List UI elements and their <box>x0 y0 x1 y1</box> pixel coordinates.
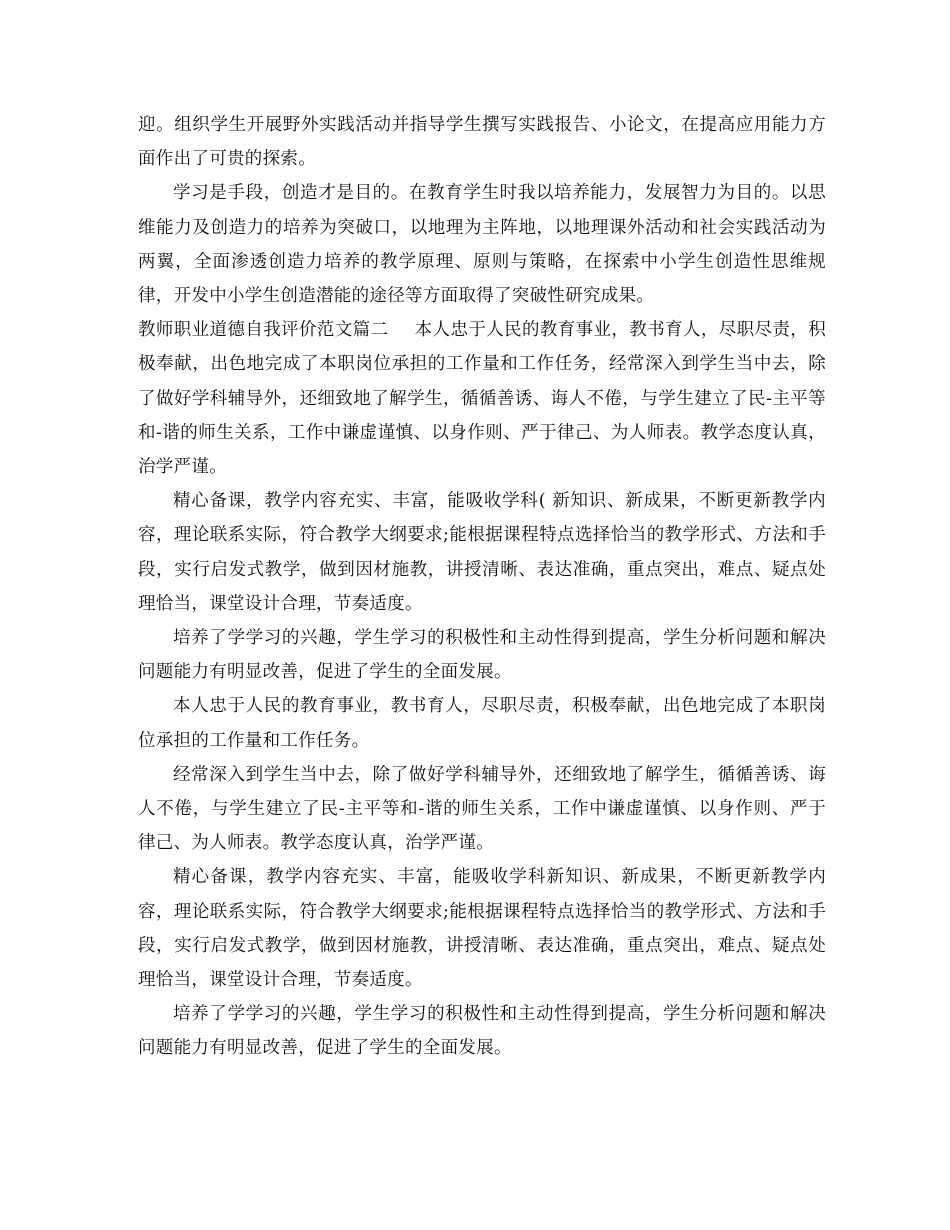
paragraph-interest-1: 培养了学学习的兴趣，学生学习的积极性和主动性得到提高，学生分析问题和解决问题能力有明显改善，促进了学生的全面发展。 <box>138 628 826 683</box>
paragraph-lesson-prep-1: 精心备课，教学内容充实、丰富，能吸收学科( 新知识、新成果，不断更新教学内容，理论联系实际，符合教学大纲要求;能根据课程特点选择恰当的教学形式、方法和手段，实行启发式教学，做到因材施教，讲授清晰、表达准确，重点突出，难点、疑点处理恰当，课堂设计合理，节奏适度。 <box>138 491 826 614</box>
paragraph-lesson-prep-2: 精心备课，教学内容充实、丰富，能吸收学科新知识、新成果，不断更新教学内容，理论联系实际，符合教学大纲要求;能根据课程特点选择恰当的教学形式、方法和手段，实行启发式教学，做到因材施教，讲授清晰、表达准确，重点突出，难点、疑点处理恰当，课堂设计合理，节奏适度。 <box>138 867 826 991</box>
paragraph-student-care: 经常深入到学生当中去，除了做好学科辅导外，还细致地了解学生，循循善诱、诲人不倦，与学生建立了民-主平等和-谐的师生关系，工作中谦虚谨慎、以身作则、严于律己、为人师表。教学态度认真，治学严谨。 <box>138 764 826 854</box>
document-body <box>138 108 826 1066</box>
section-two-opening <box>138 313 826 484</box>
paragraph-continuation: 迎。组织学生开展野外实践活动并指导学生撰写实践报告、小论文，在提高应用能力方面作出了可贵的探索。 <box>138 115 826 170</box>
section-first-text: 本人忠于人民的教育事业，教书育人，尽职尽责，积极奉献，出色地完成了本职岗位承担的工作量和工作任务，经常深入到学生当中去，除了做好学科辅导外，还细致地了解学生，循循善诱、诲人不倦，与学生建立了民-主平等和-谐的师生关系，工作中谦虚谨慎、以身作则、严于律己、为人师表。教学态度认真，治学严谨。 <box>138 320 826 478</box>
paragraph-interest-2: 培养了学学习的兴趣，学生学习的积极性和主动性得到提高，学生分析问题和解决问题能力有明显改善，促进了学生的全面发展。 <box>138 1004 826 1059</box>
section-heading: 教师职业道德自我评价范文篇二 <box>138 320 389 341</box>
paragraph-creativity: 学习是手段，创造才是目的。在教育学生时我以培养能力，发展智力为目的。以思维能力及创造力的培养为突破口，以地理为主阵地，以地理课外活动和社会实践活动为两翼，全面渗透创造力培养的教学原理、原则与策略，在探索中小学生创造性思维规律，开发中小学生创造潜能的途径等方面取得了突破性研究成果。 <box>138 183 826 307</box>
paragraph-loyalty: 本人忠于人民的教育事业，教书育人，尽职尽责，积极奉献，出色地完成了本职岗位承担的工作量和工作任务。 <box>138 696 826 751</box>
